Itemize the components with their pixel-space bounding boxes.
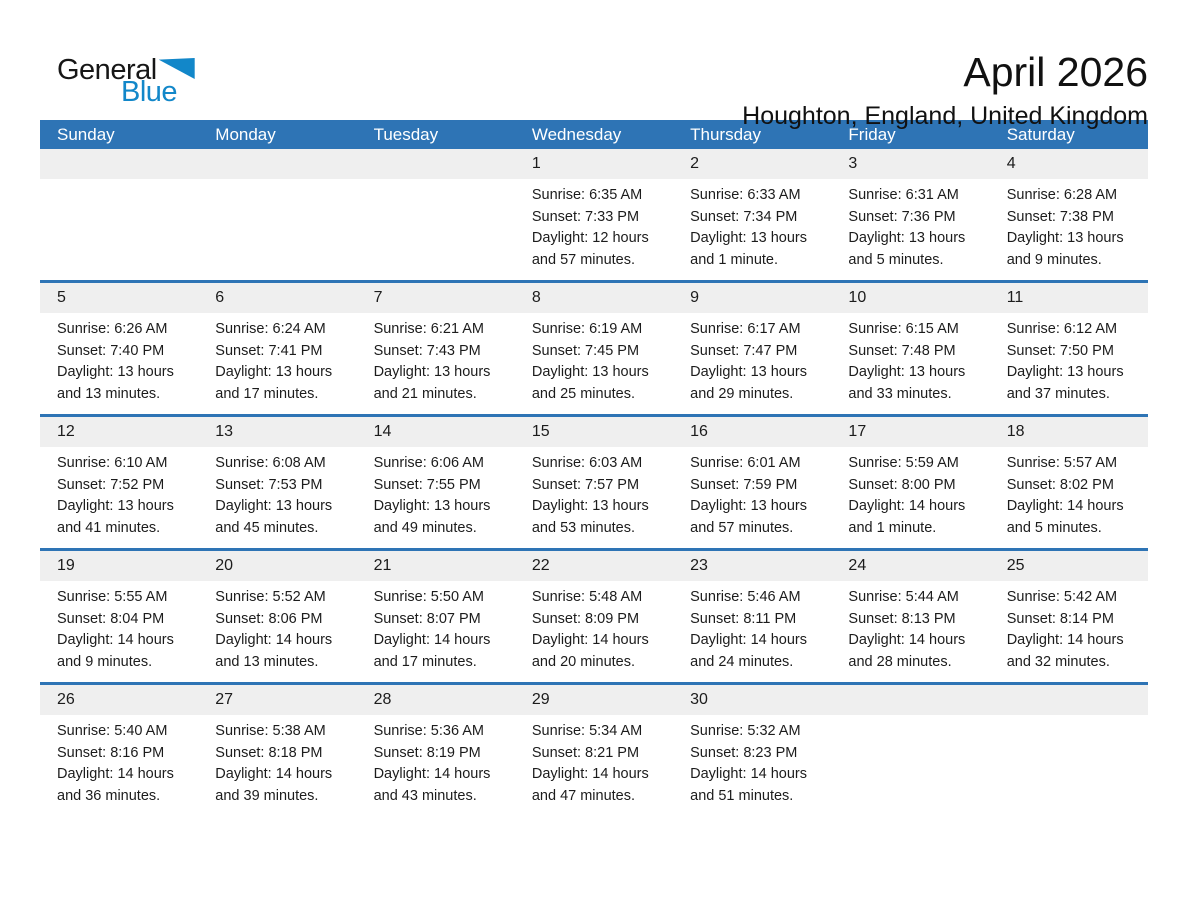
daylight-text: Daylight: 13 hours and 53 minutes. bbox=[531, 498, 649, 536]
day-cell bbox=[831, 417, 989, 548]
day-cell bbox=[673, 283, 831, 414]
day-number-band bbox=[673, 149, 831, 179]
daylight-text: Daylight: 13 hours and 41 minutes. bbox=[57, 498, 174, 536]
day-cell-body bbox=[673, 179, 831, 271]
sunrise-text: Sunrise: 6:26 AM bbox=[57, 321, 168, 337]
daylight-text: Daylight: 13 hours and 57 minutes. bbox=[690, 498, 808, 536]
sunset-text: Sunset: 8:04 PM bbox=[57, 610, 165, 627]
week-row bbox=[40, 548, 1148, 682]
daylight-text: Daylight: 14 hours and 32 minutes. bbox=[1006, 632, 1124, 670]
day-number-band bbox=[198, 283, 356, 313]
daylight-text: Daylight: 13 hours and 13 minutes. bbox=[57, 364, 174, 402]
sunset-text: Sunset: 7:59 PM bbox=[690, 476, 798, 493]
sunset-text: Sunset: 8:09 PM bbox=[531, 610, 640, 627]
daylight-text: Daylight: 13 hours and 29 minutes. bbox=[690, 364, 808, 402]
day-cell bbox=[357, 283, 515, 414]
day-cell-body bbox=[40, 581, 198, 673]
day-cell bbox=[40, 283, 198, 414]
day-cell bbox=[831, 283, 989, 414]
sunset-text: Sunset: 8:13 PM bbox=[848, 610, 956, 627]
day-number-band bbox=[990, 149, 1148, 179]
day-cell-body bbox=[990, 313, 1148, 405]
day-cell bbox=[198, 685, 356, 816]
daylight-text: Daylight: 14 hours and 28 minutes. bbox=[848, 632, 966, 670]
day-number-band bbox=[673, 283, 831, 313]
day-cell-body bbox=[40, 715, 198, 807]
day-cell-body bbox=[831, 313, 989, 405]
sunset-text: Sunset: 8:02 PM bbox=[1006, 476, 1114, 493]
day-number-band bbox=[831, 283, 989, 313]
day-cell bbox=[357, 551, 515, 682]
sunrise-text: Sunrise: 6:31 AM bbox=[848, 187, 959, 203]
day-number: 5 bbox=[57, 289, 66, 306]
sunset-text: Sunset: 8:06 PM bbox=[215, 610, 323, 627]
day-cell bbox=[40, 685, 198, 816]
sunrise-text: Sunrise: 5:32 AM bbox=[690, 723, 801, 739]
daylight-text: Daylight: 13 hours and 21 minutes. bbox=[373, 364, 491, 402]
empty-day-cell bbox=[198, 149, 356, 280]
weekday-header-tuesday: Tuesday bbox=[373, 124, 439, 144]
sunrise-text: Sunrise: 5:57 AM bbox=[1006, 455, 1118, 471]
weekday-header-friday: Friday bbox=[848, 124, 896, 144]
day-number-band bbox=[990, 685, 1148, 715]
day-cell-body bbox=[198, 179, 356, 185]
day-cell-body bbox=[357, 179, 515, 185]
day-cell bbox=[515, 149, 673, 280]
day-number-band bbox=[990, 551, 1148, 581]
sunrise-text: Sunrise: 5:44 AM bbox=[848, 589, 959, 605]
day-cell bbox=[198, 417, 356, 548]
day-number-band bbox=[198, 685, 356, 715]
sunset-text: Sunset: 7:33 PM bbox=[531, 208, 640, 225]
daylight-text: Daylight: 12 hours and 57 minutes. bbox=[531, 230, 649, 268]
day-number: 27 bbox=[215, 691, 234, 708]
day-cell bbox=[40, 551, 198, 682]
day-number-band bbox=[198, 551, 356, 581]
day-number: 7 bbox=[373, 289, 383, 306]
day-cell bbox=[515, 417, 673, 548]
sunset-text: Sunset: 8:18 PM bbox=[215, 744, 323, 761]
day-cell-body bbox=[990, 581, 1148, 673]
sunrise-text: Sunrise: 6:06 AM bbox=[373, 455, 484, 471]
day-cell bbox=[990, 283, 1148, 414]
sunset-text: Sunset: 7:55 PM bbox=[373, 476, 481, 493]
empty-day-cell bbox=[831, 685, 989, 816]
day-cell bbox=[357, 417, 515, 548]
sunrise-text: Sunrise: 6:33 AM bbox=[690, 187, 801, 203]
sunrise-text: Sunrise: 5:40 AM bbox=[57, 723, 168, 739]
day-number-band bbox=[673, 417, 831, 447]
daylight-text: Daylight: 13 hours and 45 minutes. bbox=[215, 498, 333, 536]
daylight-text: Daylight: 14 hours and 5 minutes. bbox=[1006, 498, 1124, 536]
sunset-text: Sunset: 7:53 PM bbox=[215, 476, 323, 493]
calendar-weeks bbox=[40, 149, 1148, 816]
sunset-text: Sunset: 7:40 PM bbox=[57, 342, 165, 359]
day-number: 10 bbox=[848, 289, 867, 306]
day-number: 26 bbox=[57, 691, 75, 708]
title-block bbox=[742, 40, 1148, 136]
month-title: April 2026 bbox=[963, 49, 1148, 95]
day-number: 19 bbox=[57, 557, 75, 574]
daylight-text: Daylight: 14 hours and 39 minutes. bbox=[215, 766, 333, 804]
day-cell-body bbox=[673, 715, 831, 807]
weekday-header-sunday: Sunday bbox=[57, 124, 115, 144]
sunrise-text: Sunrise: 5:55 AM bbox=[57, 589, 168, 605]
day-number-band bbox=[673, 685, 831, 715]
sunset-text: Sunset: 8:14 PM bbox=[1006, 610, 1114, 627]
daylight-text: Daylight: 14 hours and 9 minutes. bbox=[57, 632, 174, 670]
day-number-band bbox=[515, 149, 673, 179]
day-number-band bbox=[40, 149, 198, 179]
daylight-text: Daylight: 13 hours and 33 minutes. bbox=[848, 364, 966, 402]
day-cell-body bbox=[198, 715, 356, 807]
day-cell bbox=[357, 685, 515, 816]
sunset-text: Sunset: 8:19 PM bbox=[373, 744, 481, 761]
daylight-text: Daylight: 14 hours and 13 minutes. bbox=[215, 632, 333, 670]
day-cell bbox=[990, 551, 1148, 682]
day-number: 13 bbox=[215, 423, 234, 440]
sunrise-text: Sunrise: 5:38 AM bbox=[215, 723, 326, 739]
sunset-text: Sunset: 7:47 PM bbox=[690, 342, 798, 359]
general-blue-logo bbox=[40, 40, 195, 107]
sunset-text: Sunset: 7:57 PM bbox=[531, 476, 640, 493]
day-number: 8 bbox=[531, 289, 541, 306]
daylight-text: Daylight: 13 hours and 49 minutes. bbox=[373, 498, 491, 536]
weekday-header-saturday: Saturday bbox=[1006, 124, 1075, 144]
day-number: 21 bbox=[373, 557, 392, 574]
day-number-band bbox=[990, 283, 1148, 313]
sunrise-text: Sunrise: 5:59 AM bbox=[848, 455, 959, 471]
day-cell bbox=[990, 417, 1148, 548]
sunset-text: Sunset: 7:36 PM bbox=[848, 208, 956, 225]
day-number-band bbox=[515, 417, 673, 447]
sunrise-text: Sunrise: 6:19 AM bbox=[531, 321, 643, 337]
sunset-text: Sunset: 8:23 PM bbox=[690, 744, 798, 761]
day-cell-body bbox=[357, 313, 515, 405]
daylight-text: Daylight: 13 hours and 17 minutes. bbox=[215, 364, 333, 402]
sunrise-text: Sunrise: 6:12 AM bbox=[1006, 321, 1118, 337]
day-number-band bbox=[198, 149, 356, 179]
day-number-band bbox=[831, 551, 989, 581]
day-cell-body bbox=[515, 447, 673, 539]
day-number: 11 bbox=[1006, 289, 1024, 306]
day-number-band bbox=[357, 283, 515, 313]
day-number-band bbox=[831, 149, 989, 179]
day-cell bbox=[515, 685, 673, 816]
day-number: 16 bbox=[690, 423, 708, 440]
day-number-band bbox=[357, 417, 515, 447]
day-number-band bbox=[40, 685, 198, 715]
day-number: 17 bbox=[848, 423, 867, 440]
sunrise-text: Sunrise: 6:08 AM bbox=[215, 455, 326, 471]
day-cell-body bbox=[198, 581, 356, 673]
day-cell-body bbox=[831, 715, 989, 721]
weekday-header-monday: Monday bbox=[215, 124, 276, 144]
day-cell bbox=[831, 149, 989, 280]
day-cell bbox=[990, 149, 1148, 280]
day-number: 28 bbox=[373, 691, 392, 708]
daylight-text: Daylight: 14 hours and 47 minutes. bbox=[531, 766, 649, 804]
day-cell-body bbox=[990, 179, 1148, 271]
logo-text-blue: Blue bbox=[121, 76, 178, 108]
sunset-text: Sunset: 7:50 PM bbox=[1006, 342, 1114, 359]
sunrise-text: Sunrise: 6:15 AM bbox=[848, 321, 959, 337]
day-cell-body bbox=[40, 313, 198, 405]
day-number-band bbox=[831, 685, 989, 715]
day-number-band bbox=[198, 417, 356, 447]
day-cell-body bbox=[198, 313, 356, 405]
sunset-text: Sunset: 7:41 PM bbox=[215, 342, 323, 359]
day-number-band bbox=[515, 551, 673, 581]
daylight-text: Daylight: 13 hours and 37 minutes. bbox=[1006, 364, 1124, 402]
day-cell bbox=[673, 149, 831, 280]
day-cell-body bbox=[990, 447, 1148, 539]
day-number-band bbox=[357, 551, 515, 581]
sunrise-text: Sunrise: 6:24 AM bbox=[215, 321, 326, 337]
daylight-text: Daylight: 13 hours and 1 minute. bbox=[690, 230, 808, 268]
sunrise-text: Sunrise: 5:48 AM bbox=[531, 589, 643, 605]
daylight-text: Daylight: 14 hours and 24 minutes. bbox=[690, 632, 808, 670]
page-header bbox=[40, 0, 1148, 130]
day-cell-body bbox=[515, 715, 673, 807]
day-cell-body bbox=[357, 715, 515, 807]
day-cell-body bbox=[357, 581, 515, 673]
day-cell-body bbox=[357, 447, 515, 539]
daylight-text: Daylight: 13 hours and 5 minutes. bbox=[848, 230, 966, 268]
daylight-text: Daylight: 14 hours and 43 minutes. bbox=[373, 766, 491, 804]
sunset-text: Sunset: 8:00 PM bbox=[848, 476, 956, 493]
sunset-text: Sunset: 8:16 PM bbox=[57, 744, 165, 761]
day-number: 3 bbox=[848, 155, 858, 172]
day-cell bbox=[831, 551, 989, 682]
daylight-text: Daylight: 13 hours and 9 minutes. bbox=[1006, 230, 1124, 268]
day-cell bbox=[515, 551, 673, 682]
sunrise-text: Sunrise: 6:17 AM bbox=[690, 321, 801, 337]
day-cell-body bbox=[673, 313, 831, 405]
sunset-text: Sunset: 7:34 PM bbox=[690, 208, 798, 225]
day-number-band bbox=[673, 551, 831, 581]
day-number: 9 bbox=[690, 289, 700, 306]
sunrise-text: Sunrise: 6:35 AM bbox=[531, 187, 643, 203]
day-number-band bbox=[40, 551, 198, 581]
sunset-text: Sunset: 8:21 PM bbox=[531, 744, 640, 761]
day-number: 4 bbox=[1006, 155, 1016, 172]
day-cell bbox=[673, 417, 831, 548]
day-cell-body bbox=[515, 313, 673, 405]
location-subtitle: Houghton, England, United Kingdom bbox=[742, 102, 1148, 130]
day-number-band bbox=[515, 283, 673, 313]
sunset-text: Sunset: 7:48 PM bbox=[848, 342, 956, 359]
day-number: 24 bbox=[848, 557, 867, 574]
week-row bbox=[40, 682, 1148, 816]
day-cell bbox=[673, 685, 831, 816]
sunset-text: Sunset: 7:43 PM bbox=[373, 342, 481, 359]
day-number: 15 bbox=[531, 423, 550, 440]
sunrise-text: Sunrise: 6:03 AM bbox=[531, 455, 643, 471]
day-number: 23 bbox=[690, 557, 708, 574]
daylight-text: Daylight: 14 hours and 20 minutes. bbox=[531, 632, 649, 670]
sunset-text: Sunset: 7:52 PM bbox=[57, 476, 165, 493]
sunset-text: Sunset: 7:45 PM bbox=[531, 342, 640, 359]
day-cell bbox=[198, 551, 356, 682]
day-number-band bbox=[40, 417, 198, 447]
daylight-text: Daylight: 13 hours and 25 minutes. bbox=[531, 364, 649, 402]
sunrise-text: Sunrise: 6:10 AM bbox=[57, 455, 168, 471]
day-cell bbox=[198, 283, 356, 414]
day-cell bbox=[515, 283, 673, 414]
sunrise-text: Sunrise: 5:50 AM bbox=[373, 589, 484, 605]
day-cell-body bbox=[831, 447, 989, 539]
day-cell-body bbox=[673, 447, 831, 539]
day-cell-body bbox=[40, 179, 198, 185]
day-cell-body bbox=[831, 179, 989, 271]
sunrise-text: Sunrise: 6:21 AM bbox=[373, 321, 484, 337]
day-number: 18 bbox=[1006, 423, 1025, 440]
logo-text-general: General bbox=[57, 54, 157, 86]
day-number-band bbox=[515, 685, 673, 715]
weekday-header-thursday: Thursday bbox=[690, 124, 762, 144]
day-number-band bbox=[357, 685, 515, 715]
day-number: 2 bbox=[690, 155, 700, 172]
day-number: 14 bbox=[373, 423, 392, 440]
sunrise-text: Sunrise: 5:34 AM bbox=[531, 723, 643, 739]
day-cell-body bbox=[40, 447, 198, 539]
sunrise-text: Sunrise: 6:01 AM bbox=[690, 455, 801, 471]
sunrise-text: Sunrise: 5:46 AM bbox=[690, 589, 801, 605]
day-number: 30 bbox=[690, 691, 708, 708]
day-cell-body bbox=[990, 715, 1148, 721]
day-number-band bbox=[831, 417, 989, 447]
day-number: 12 bbox=[57, 423, 75, 440]
sunset-text: Sunset: 8:11 PM bbox=[690, 610, 797, 627]
sunset-text: Sunset: 7:38 PM bbox=[1006, 208, 1114, 225]
week-row bbox=[40, 414, 1148, 548]
day-cell-body bbox=[515, 179, 673, 271]
daylight-text: Daylight: 14 hours and 1 minute. bbox=[848, 498, 966, 536]
day-number: 25 bbox=[1006, 557, 1025, 574]
day-cell bbox=[40, 417, 198, 548]
empty-day-cell bbox=[357, 149, 515, 280]
day-cell-body bbox=[198, 447, 356, 539]
day-number-band bbox=[357, 149, 515, 179]
day-number: 1 bbox=[531, 155, 541, 172]
week-row bbox=[40, 149, 1148, 280]
sunrise-text: Sunrise: 5:52 AM bbox=[215, 589, 326, 605]
day-cell-body bbox=[673, 581, 831, 673]
weekday-header-wednesday: Wednesday bbox=[531, 124, 622, 144]
sunrise-text: Sunrise: 5:36 AM bbox=[373, 723, 484, 739]
day-cell bbox=[673, 551, 831, 682]
day-number: 22 bbox=[531, 557, 550, 574]
day-number-band bbox=[40, 283, 198, 313]
empty-day-cell bbox=[990, 685, 1148, 816]
day-number: 6 bbox=[215, 289, 225, 306]
day-number: 29 bbox=[531, 691, 550, 708]
daylight-text: Daylight: 14 hours and 51 minutes. bbox=[690, 766, 808, 804]
day-number: 20 bbox=[215, 557, 234, 574]
empty-day-cell bbox=[40, 149, 198, 280]
sunset-text: Sunset: 8:07 PM bbox=[373, 610, 481, 627]
sunrise-text: Sunrise: 5:42 AM bbox=[1006, 589, 1118, 605]
day-number-band bbox=[990, 417, 1148, 447]
calendar-table bbox=[40, 120, 1148, 816]
week-row bbox=[40, 280, 1148, 414]
daylight-text: Daylight: 14 hours and 36 minutes. bbox=[57, 766, 174, 804]
day-cell-body bbox=[831, 581, 989, 673]
daylight-text: Daylight: 14 hours and 17 minutes. bbox=[373, 632, 491, 670]
day-cell-body bbox=[515, 581, 673, 673]
sunrise-text: Sunrise: 6:28 AM bbox=[1006, 187, 1118, 203]
weekday-header-row bbox=[40, 120, 1148, 149]
